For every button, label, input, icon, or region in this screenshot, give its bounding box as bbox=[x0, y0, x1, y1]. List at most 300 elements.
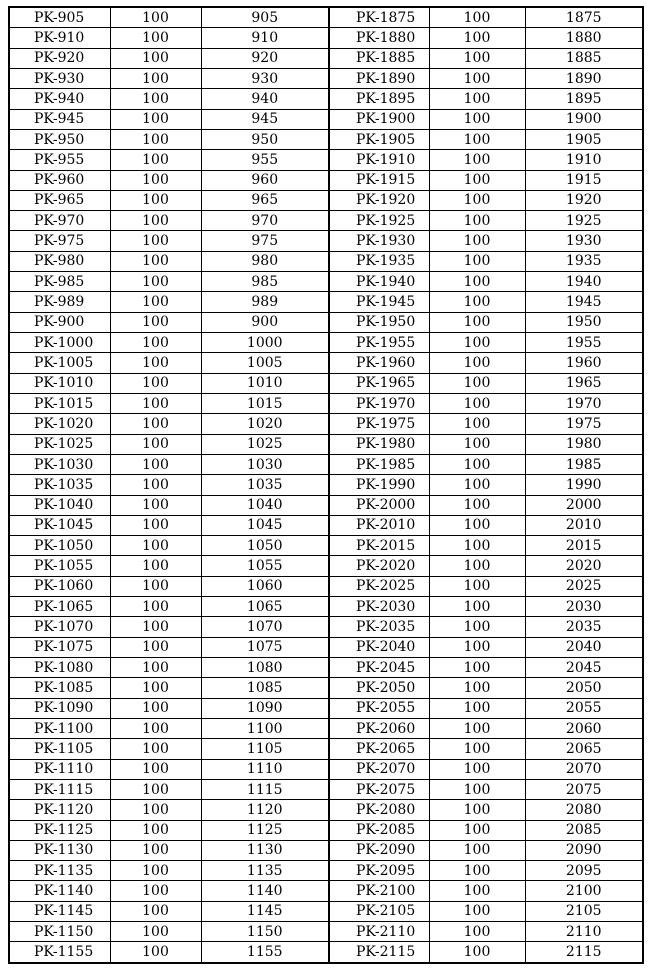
quantity-cell: 100 bbox=[429, 901, 525, 921]
value-cell: 1960 bbox=[525, 353, 643, 373]
part-number-cell: PK-1100 bbox=[9, 718, 110, 738]
value-cell: 2050 bbox=[525, 678, 643, 698]
value-cell: 1010 bbox=[201, 373, 329, 393]
value-cell: 1935 bbox=[525, 251, 643, 271]
quantity-cell: 100 bbox=[110, 231, 201, 251]
value-cell: 1035 bbox=[201, 475, 329, 495]
quantity-cell: 100 bbox=[110, 129, 201, 149]
value-cell: 1875 bbox=[525, 7, 643, 28]
quantity-cell: 100 bbox=[110, 658, 201, 678]
table-row bbox=[9, 840, 643, 860]
part-number-cell: PK-1960 bbox=[329, 353, 429, 373]
part-number-cell: PK-1145 bbox=[9, 901, 110, 921]
part-number-cell: PK-1075 bbox=[9, 637, 110, 657]
part-number-cell: PK-1965 bbox=[329, 373, 429, 393]
part-number-cell: PK-1875 bbox=[329, 7, 429, 28]
value-cell: 2075 bbox=[525, 779, 643, 799]
quantity-cell: 100 bbox=[429, 556, 525, 576]
part-number-cell: PK-1045 bbox=[9, 515, 110, 535]
quantity-cell: 100 bbox=[110, 718, 201, 738]
part-number-cell: PK-2065 bbox=[329, 739, 429, 759]
quantity-cell: 100 bbox=[110, 251, 201, 271]
part-number-cell: PK-920 bbox=[9, 48, 110, 68]
quantity-cell: 100 bbox=[429, 333, 525, 353]
part-number-cell: PK-1915 bbox=[329, 170, 429, 190]
value-cell: 1915 bbox=[525, 170, 643, 190]
part-number-cell: PK-2035 bbox=[329, 617, 429, 637]
part-number-cell: PK-985 bbox=[9, 272, 110, 292]
value-cell: 1975 bbox=[525, 414, 643, 434]
part-number-cell: PK-2085 bbox=[329, 820, 429, 840]
part-number-cell: PK-1090 bbox=[9, 698, 110, 718]
table-row bbox=[9, 129, 643, 149]
part-number-cell: PK-1910 bbox=[329, 150, 429, 170]
table-row bbox=[9, 759, 643, 779]
value-cell: 1005 bbox=[201, 353, 329, 373]
part-number-cell: PK-1880 bbox=[329, 28, 429, 48]
value-cell: 1130 bbox=[201, 840, 329, 860]
part-number-cell: PK-1060 bbox=[9, 576, 110, 596]
table-row bbox=[9, 515, 643, 535]
value-cell: 1970 bbox=[525, 393, 643, 413]
quantity-cell: 100 bbox=[110, 576, 201, 596]
quantity-cell: 100 bbox=[110, 698, 201, 718]
part-number-cell: PK-1125 bbox=[9, 820, 110, 840]
value-cell: 1910 bbox=[525, 150, 643, 170]
quantity-cell: 100 bbox=[110, 881, 201, 901]
value-cell: 1900 bbox=[525, 109, 643, 129]
part-number-cell: PK-950 bbox=[9, 129, 110, 149]
quantity-cell: 100 bbox=[429, 739, 525, 759]
quantity-cell: 100 bbox=[429, 251, 525, 271]
value-cell: 1060 bbox=[201, 576, 329, 596]
quantity-cell: 100 bbox=[429, 150, 525, 170]
quantity-cell: 100 bbox=[429, 515, 525, 535]
value-cell: 1015 bbox=[201, 393, 329, 413]
quantity-cell: 100 bbox=[429, 272, 525, 292]
quantity-cell: 100 bbox=[429, 840, 525, 860]
value-cell: 905 bbox=[201, 7, 329, 28]
quantity-cell: 100 bbox=[429, 922, 525, 942]
quantity-cell: 100 bbox=[429, 942, 525, 963]
quantity-cell: 100 bbox=[110, 150, 201, 170]
table-row bbox=[9, 170, 643, 190]
part-number-cell: PK-1030 bbox=[9, 454, 110, 474]
part-number-cell: PK-2105 bbox=[329, 901, 429, 921]
table-row bbox=[9, 617, 643, 637]
part-number-cell: PK-2055 bbox=[329, 698, 429, 718]
value-cell: 1135 bbox=[201, 861, 329, 881]
value-cell: 975 bbox=[201, 231, 329, 251]
value-cell: 1115 bbox=[201, 779, 329, 799]
part-number-cell: PK-1955 bbox=[329, 333, 429, 353]
value-cell: 1985 bbox=[525, 454, 643, 474]
quantity-cell: 100 bbox=[110, 353, 201, 373]
part-number-cell: PK-1905 bbox=[329, 129, 429, 149]
quantity-cell: 100 bbox=[110, 7, 201, 28]
part-number-cell: PK-1135 bbox=[9, 861, 110, 881]
part-number-cell: PK-1115 bbox=[9, 779, 110, 799]
quantity-cell: 100 bbox=[110, 861, 201, 881]
table-row bbox=[9, 251, 643, 271]
part-number-cell: PK-2115 bbox=[329, 942, 429, 963]
part-number-cell: PK-1050 bbox=[9, 536, 110, 556]
quantity-cell: 100 bbox=[110, 272, 201, 292]
value-cell: 2040 bbox=[525, 637, 643, 657]
part-number-cell: PK-2075 bbox=[329, 779, 429, 799]
value-cell: 1065 bbox=[201, 597, 329, 617]
quantity-cell: 100 bbox=[429, 820, 525, 840]
value-cell: 945 bbox=[201, 109, 329, 129]
part-number-cell: PK-1080 bbox=[9, 658, 110, 678]
quantity-cell: 100 bbox=[110, 170, 201, 190]
quantity-cell: 100 bbox=[429, 48, 525, 68]
quantity-cell: 100 bbox=[110, 556, 201, 576]
value-cell: 1125 bbox=[201, 820, 329, 840]
part-number-cell: PK-1130 bbox=[9, 840, 110, 860]
quantity-cell: 100 bbox=[110, 333, 201, 353]
value-cell: 930 bbox=[201, 68, 329, 88]
table-row bbox=[9, 698, 643, 718]
part-number-cell: PK-1120 bbox=[9, 800, 110, 820]
quantity-cell: 100 bbox=[429, 7, 525, 28]
part-number-cell: PK-905 bbox=[9, 7, 110, 28]
quantity-cell: 100 bbox=[110, 292, 201, 312]
table-row bbox=[9, 414, 643, 434]
value-cell: 970 bbox=[201, 211, 329, 231]
value-cell: 1085 bbox=[201, 678, 329, 698]
quantity-cell: 100 bbox=[429, 475, 525, 495]
table-row bbox=[9, 718, 643, 738]
part-number-cell: PK-1950 bbox=[329, 312, 429, 332]
table-row bbox=[9, 109, 643, 129]
part-number-cell: PK-1920 bbox=[329, 190, 429, 210]
value-cell: 1990 bbox=[525, 475, 643, 495]
value-cell: 1155 bbox=[201, 942, 329, 963]
value-cell: 2080 bbox=[525, 800, 643, 820]
value-cell: 1090 bbox=[201, 698, 329, 718]
part-number-cell: PK-2080 bbox=[329, 800, 429, 820]
quantity-cell: 100 bbox=[429, 454, 525, 474]
table-row bbox=[9, 800, 643, 820]
value-cell: 1050 bbox=[201, 536, 329, 556]
part-number-cell: PK-1020 bbox=[9, 414, 110, 434]
part-number-cell: PK-1140 bbox=[9, 881, 110, 901]
quantity-cell: 100 bbox=[429, 779, 525, 799]
part-number-cell: PK-2030 bbox=[329, 597, 429, 617]
part-number-cell: PK-2040 bbox=[329, 637, 429, 657]
value-cell: 2100 bbox=[525, 881, 643, 901]
value-cell: 910 bbox=[201, 28, 329, 48]
table-row bbox=[9, 637, 643, 657]
quantity-cell: 100 bbox=[110, 922, 201, 942]
table-row bbox=[9, 881, 643, 901]
quantity-cell: 100 bbox=[429, 637, 525, 657]
part-number-cell: PK-1110 bbox=[9, 759, 110, 779]
value-cell: 2070 bbox=[525, 759, 643, 779]
value-cell: 2065 bbox=[525, 739, 643, 759]
part-number-cell: PK-970 bbox=[9, 211, 110, 231]
quantity-cell: 100 bbox=[110, 800, 201, 820]
quantity-cell: 100 bbox=[429, 434, 525, 454]
quantity-cell: 100 bbox=[110, 515, 201, 535]
quantity-cell: 100 bbox=[110, 840, 201, 860]
value-cell: 1100 bbox=[201, 718, 329, 738]
table-row bbox=[9, 434, 643, 454]
value-cell: 1955 bbox=[525, 333, 643, 353]
quantity-cell: 100 bbox=[110, 434, 201, 454]
quantity-cell: 100 bbox=[110, 495, 201, 515]
part-number-cell: PK-1975 bbox=[329, 414, 429, 434]
value-cell: 2000 bbox=[525, 495, 643, 515]
table-body bbox=[9, 7, 643, 963]
part-number-cell: PK-960 bbox=[9, 170, 110, 190]
quantity-cell: 100 bbox=[110, 109, 201, 129]
quantity-cell: 100 bbox=[429, 373, 525, 393]
quantity-cell: 100 bbox=[429, 211, 525, 231]
table-row bbox=[9, 739, 643, 759]
table-row bbox=[9, 901, 643, 921]
value-cell: 2060 bbox=[525, 718, 643, 738]
value-cell: 1145 bbox=[201, 901, 329, 921]
part-number-cell: PK-1005 bbox=[9, 353, 110, 373]
table-row bbox=[9, 536, 643, 556]
table-row bbox=[9, 678, 643, 698]
part-number-cell: PK-2010 bbox=[329, 515, 429, 535]
value-cell: 989 bbox=[201, 292, 329, 312]
table-row bbox=[9, 333, 643, 353]
part-number-cell: PK-2000 bbox=[329, 495, 429, 515]
value-cell: 2030 bbox=[525, 597, 643, 617]
part-number-cell: PK-1900 bbox=[329, 109, 429, 129]
table-row bbox=[9, 353, 643, 373]
quantity-cell: 100 bbox=[429, 800, 525, 820]
table-row bbox=[9, 28, 643, 48]
value-cell: 1950 bbox=[525, 312, 643, 332]
value-cell: 960 bbox=[201, 170, 329, 190]
quantity-cell: 100 bbox=[110, 678, 201, 698]
value-cell: 1055 bbox=[201, 556, 329, 576]
table-row bbox=[9, 861, 643, 881]
quantity-cell: 100 bbox=[429, 658, 525, 678]
table-row bbox=[9, 779, 643, 799]
part-number-cell: PK-910 bbox=[9, 28, 110, 48]
value-cell: 1895 bbox=[525, 89, 643, 109]
value-cell: 1025 bbox=[201, 434, 329, 454]
part-number-cell: PK-1015 bbox=[9, 393, 110, 413]
part-number-cell: PK-2025 bbox=[329, 576, 429, 596]
part-number-cell: PK-2110 bbox=[329, 922, 429, 942]
part-number-cell: PK-2060 bbox=[329, 718, 429, 738]
part-number-cell: PK-1035 bbox=[9, 475, 110, 495]
value-cell: 2085 bbox=[525, 820, 643, 840]
part-number-cell: PK-1985 bbox=[329, 454, 429, 474]
value-cell: 955 bbox=[201, 150, 329, 170]
part-number-cell: PK-940 bbox=[9, 89, 110, 109]
table-row bbox=[9, 150, 643, 170]
quantity-cell: 100 bbox=[110, 739, 201, 759]
quantity-cell: 100 bbox=[429, 353, 525, 373]
part-number-cell: PK-965 bbox=[9, 190, 110, 210]
part-number-cell: PK-930 bbox=[9, 68, 110, 88]
part-number-cell: PK-1150 bbox=[9, 922, 110, 942]
quantity-cell: 100 bbox=[429, 617, 525, 637]
value-cell: 2090 bbox=[525, 840, 643, 860]
part-number-cell: PK-1930 bbox=[329, 231, 429, 251]
quantity-cell: 100 bbox=[429, 881, 525, 901]
quantity-cell: 100 bbox=[110, 211, 201, 231]
part-number-cell: PK-1970 bbox=[329, 393, 429, 413]
value-cell: 1075 bbox=[201, 637, 329, 657]
table-row bbox=[9, 475, 643, 495]
part-number-cell: PK-1990 bbox=[329, 475, 429, 495]
value-cell: 1120 bbox=[201, 800, 329, 820]
part-number-cell: PK-1925 bbox=[329, 211, 429, 231]
value-cell: 1140 bbox=[201, 881, 329, 901]
value-cell: 1885 bbox=[525, 48, 643, 68]
quantity-cell: 100 bbox=[110, 68, 201, 88]
quantity-cell: 100 bbox=[110, 820, 201, 840]
quantity-cell: 100 bbox=[429, 597, 525, 617]
quantity-cell: 100 bbox=[429, 576, 525, 596]
quantity-cell: 100 bbox=[429, 231, 525, 251]
table-row bbox=[9, 393, 643, 413]
part-number-cell: PK-900 bbox=[9, 312, 110, 332]
value-cell: 1890 bbox=[525, 68, 643, 88]
quantity-cell: 100 bbox=[110, 759, 201, 779]
value-cell: 2095 bbox=[525, 861, 643, 881]
quantity-cell: 100 bbox=[429, 861, 525, 881]
quantity-cell: 100 bbox=[429, 698, 525, 718]
quantity-cell: 100 bbox=[429, 759, 525, 779]
quantity-cell: 100 bbox=[429, 170, 525, 190]
value-cell: 1105 bbox=[201, 739, 329, 759]
value-cell: 1070 bbox=[201, 617, 329, 637]
table-row bbox=[9, 658, 643, 678]
quantity-cell: 100 bbox=[110, 617, 201, 637]
value-cell: 2010 bbox=[525, 515, 643, 535]
quantity-cell: 100 bbox=[110, 901, 201, 921]
value-cell: 2110 bbox=[525, 922, 643, 942]
table-row bbox=[9, 454, 643, 474]
quantity-cell: 100 bbox=[110, 28, 201, 48]
part-number-cell: PK-1000 bbox=[9, 333, 110, 353]
quantity-cell: 100 bbox=[429, 109, 525, 129]
value-cell: 1940 bbox=[525, 272, 643, 292]
table-row bbox=[9, 820, 643, 840]
value-cell: 2115 bbox=[525, 942, 643, 963]
quantity-cell: 100 bbox=[110, 454, 201, 474]
quantity-cell: 100 bbox=[110, 190, 201, 210]
value-cell: 2025 bbox=[525, 576, 643, 596]
value-cell: 2035 bbox=[525, 617, 643, 637]
quantity-cell: 100 bbox=[429, 89, 525, 109]
value-cell: 1045 bbox=[201, 515, 329, 535]
part-number-cell: PK-2045 bbox=[329, 658, 429, 678]
value-cell: 1020 bbox=[201, 414, 329, 434]
value-cell: 1080 bbox=[201, 658, 329, 678]
value-cell: 1880 bbox=[525, 28, 643, 48]
value-cell: 2015 bbox=[525, 536, 643, 556]
table-row bbox=[9, 231, 643, 251]
data-table bbox=[8, 6, 644, 964]
part-number-cell: PK-1935 bbox=[329, 251, 429, 271]
quantity-cell: 100 bbox=[110, 942, 201, 963]
value-cell: 1945 bbox=[525, 292, 643, 312]
part-number-cell: PK-2015 bbox=[329, 536, 429, 556]
quantity-cell: 100 bbox=[110, 89, 201, 109]
table-row bbox=[9, 495, 643, 515]
part-number-cell: PK-1895 bbox=[329, 89, 429, 109]
quantity-cell: 100 bbox=[429, 414, 525, 434]
part-number-cell: PK-1940 bbox=[329, 272, 429, 292]
table-row bbox=[9, 272, 643, 292]
table-row bbox=[9, 292, 643, 312]
part-number-cell: PK-980 bbox=[9, 251, 110, 271]
part-number-cell: PK-1055 bbox=[9, 556, 110, 576]
part-number-cell: PK-2090 bbox=[329, 840, 429, 860]
part-number-cell: PK-975 bbox=[9, 231, 110, 251]
table-row bbox=[9, 373, 643, 393]
part-number-cell: PK-1155 bbox=[9, 942, 110, 963]
quantity-cell: 100 bbox=[110, 475, 201, 495]
value-cell: 1965 bbox=[525, 373, 643, 393]
quantity-cell: 100 bbox=[110, 779, 201, 799]
quantity-cell: 100 bbox=[110, 536, 201, 556]
value-cell: 1930 bbox=[525, 231, 643, 251]
value-cell: 940 bbox=[201, 89, 329, 109]
value-cell: 1920 bbox=[525, 190, 643, 210]
quantity-cell: 100 bbox=[429, 129, 525, 149]
part-number-cell: PK-945 bbox=[9, 109, 110, 129]
part-number-cell: PK-1945 bbox=[329, 292, 429, 312]
quantity-cell: 100 bbox=[110, 637, 201, 657]
quantity-cell: 100 bbox=[110, 312, 201, 332]
part-number-cell: PK-2100 bbox=[329, 881, 429, 901]
value-cell: 2020 bbox=[525, 556, 643, 576]
part-number-cell: PK-1105 bbox=[9, 739, 110, 759]
quantity-cell: 100 bbox=[429, 28, 525, 48]
part-number-cell: PK-2070 bbox=[329, 759, 429, 779]
value-cell: 2105 bbox=[525, 901, 643, 921]
quantity-cell: 100 bbox=[429, 536, 525, 556]
value-cell: 2045 bbox=[525, 658, 643, 678]
value-cell: 1000 bbox=[201, 333, 329, 353]
table-row bbox=[9, 556, 643, 576]
value-cell: 1030 bbox=[201, 454, 329, 474]
value-cell: 950 bbox=[201, 129, 329, 149]
value-cell: 1040 bbox=[201, 495, 329, 515]
part-number-cell: PK-955 bbox=[9, 150, 110, 170]
value-cell: 920 bbox=[201, 48, 329, 68]
quantity-cell: 100 bbox=[110, 414, 201, 434]
table-row bbox=[9, 190, 643, 210]
quantity-cell: 100 bbox=[429, 495, 525, 515]
table-row bbox=[9, 942, 643, 963]
part-number-cell: PK-1885 bbox=[329, 48, 429, 68]
value-cell: 1925 bbox=[525, 211, 643, 231]
part-number-cell: PK-1070 bbox=[9, 617, 110, 637]
value-cell: 985 bbox=[201, 272, 329, 292]
part-number-cell: PK-1065 bbox=[9, 597, 110, 617]
part-number-cell: PK-1980 bbox=[329, 434, 429, 454]
quantity-cell: 100 bbox=[429, 190, 525, 210]
part-number-cell: PK-2020 bbox=[329, 556, 429, 576]
part-number-cell: PK-1010 bbox=[9, 373, 110, 393]
quantity-cell: 100 bbox=[429, 393, 525, 413]
table-row bbox=[9, 312, 643, 332]
quantity-cell: 100 bbox=[429, 718, 525, 738]
